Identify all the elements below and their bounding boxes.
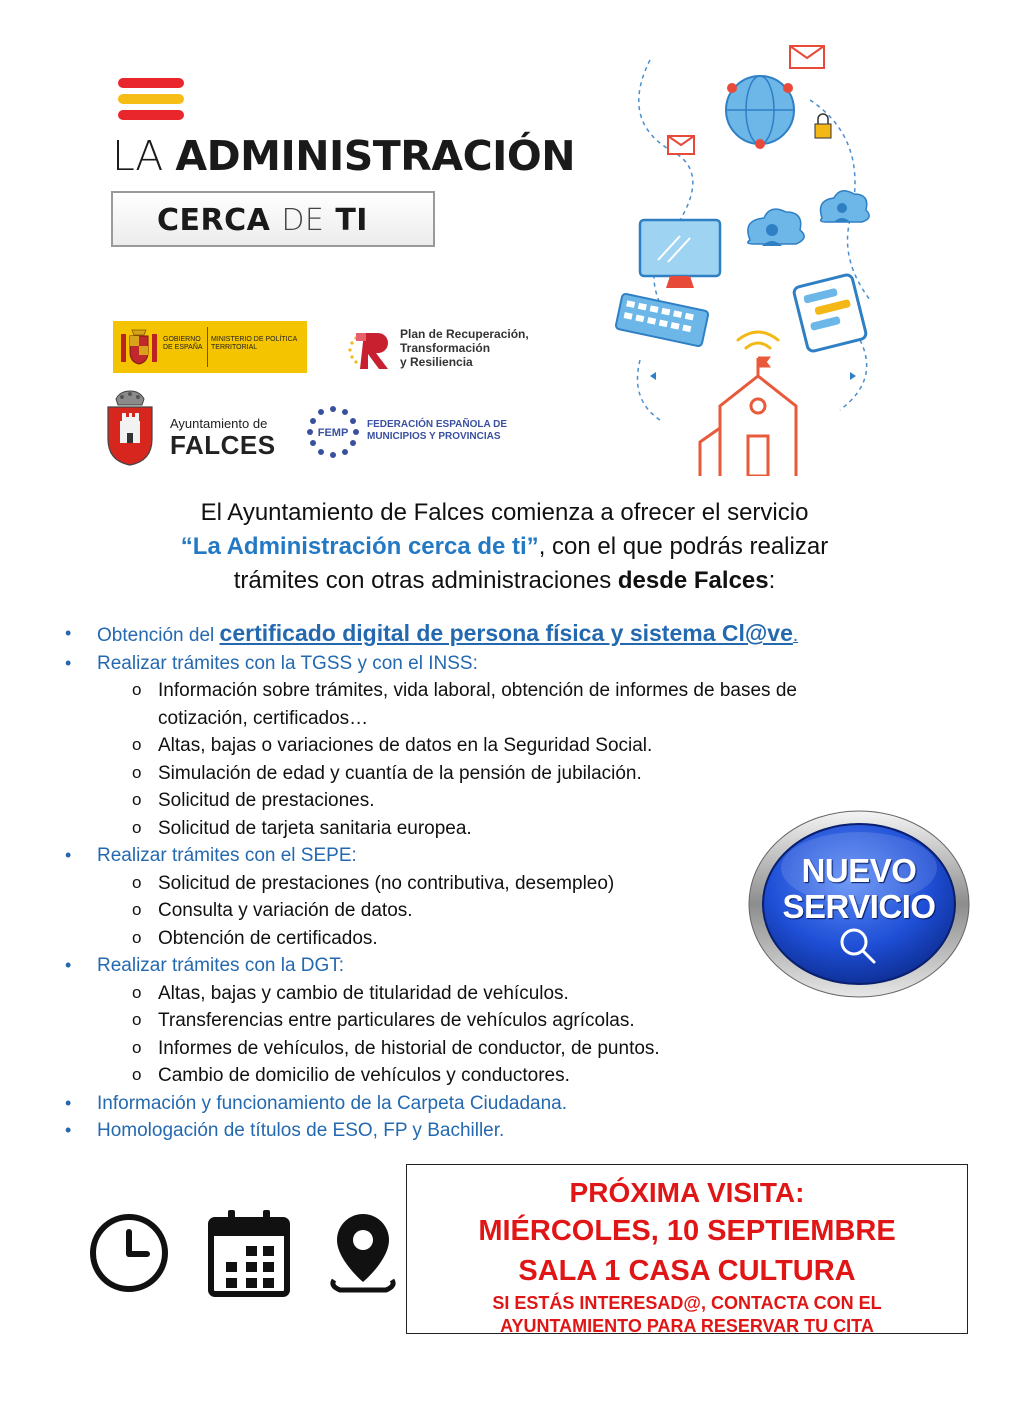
ministerio-label: MINISTERIO DE POLÍTICA TERRITORIAL [211,336,297,351]
town-hall-icon [700,358,796,476]
sub-item-tgss-1: o Información sobre trámites, vida laboral, obtención de informes de bases de cotización, certificados… [60,677,880,732]
gobierno-label: GOBIERNO DE ESPAÑA [163,336,203,351]
campaign-title-part2: ADMINISTRACIÓN [175,132,576,180]
ayuntamiento-label: Ayuntamiento de [170,416,268,431]
cloud-user-icon [748,209,804,246]
femp-text [367,419,507,443]
campaign-subtitle-box [111,191,435,247]
intro-line1: El Ayuntamiento de Falces comienza a ofrecer el servicio [200,499,809,526]
monitor-icon [640,220,720,288]
list-item-dgt: • Realizar trámites con la DGT: [60,952,880,980]
intro-paragraph [0,496,1009,598]
visit-note-line2: AYUNTAMIENTO PARA RESERVAR TU CITA [500,1316,874,1336]
sub-item-tgss-2: o Altas, bajas o variaciones de datos en la Seguridad Social. [60,732,880,760]
sub-item-dgt-4: o Cambio de domicilio de vehículos y conductores. [60,1062,880,1090]
intro-line2 [0,530,1009,564]
lock-icon [815,114,831,138]
flag-stripe-red-top [118,78,184,88]
sub-item-dgt-3: o Informes de vehículos, de historial de conductor, de puntos. [60,1035,880,1063]
visit-note-line1: SI ESTÁS INTERESAD@, CONTACTA CON EL [492,1293,882,1313]
next-visit-box [406,1164,968,1334]
sub-item-tgss-4: o Solicitud de prestaciones. [60,787,880,815]
certificado-suffix: . [792,625,799,646]
list-item-certificado [60,620,880,650]
ayuntamiento-name: FALCES [170,430,276,460]
campaign-title [112,132,575,180]
flag-stripe-yellow [118,94,184,104]
subtitle-de: DE [281,203,325,238]
intro-service-name: “La Administración cerca de ti” [180,533,539,560]
femp-logo [305,404,525,460]
campaign-title-part1: LA [112,132,163,180]
prtr-mark-icon [344,327,394,373]
envelope-icon [790,46,824,68]
globe-network-icon [726,76,794,149]
plan-recuperacion-text [400,327,529,369]
sub-item-tgss-5: o Solicitud de tarjeta sanitaria europea. [60,815,880,843]
location-pin-icon [328,1210,398,1296]
sub-item-sepe-1: o Solicitud de prestaciones (no contributiva, desempleo) [60,870,880,898]
visit-title: PRÓXIMA VISITA: [569,1177,805,1208]
wifi-icon [738,332,778,348]
plan-recuperacion-logo [344,323,554,375]
coat-of-arms-icon [119,326,159,368]
intro-line3-start: trámites con otras administraciones [233,567,618,594]
badge-label-servicio: SERVICIO [782,888,936,925]
sub-item-dgt-1: o Altas, bajas y cambio de titularidad de vehículos. [60,980,880,1008]
certificado-prefix: Obtención del [97,625,220,646]
list-item-sepe: • Realizar trámites con el SEPE: [60,842,880,870]
visit-date: MIÉRCOLES, 10 SEPTIEMBRE [478,1215,896,1247]
certificado-link[interactable]: certificado digital de persona física y sistema Cl@ve [219,620,793,646]
list-item-tgss: • Realizar trámites con la TGSS y con el INSS: [60,650,880,678]
digital-services-illustration [610,40,900,476]
sub-item-sepe-2: o Consulta y variación de datos. [60,897,880,925]
intro-line2-rest: , con el que podrás realizar [538,533,829,560]
cloud-user-icon-2 [821,191,870,222]
sub-item-dgt-2: o Transferencias entre particulares de vehículos agrícolas. [60,1007,880,1035]
femp-line1: FEDERACIÓN ESPAÑOLA DE [367,419,508,430]
gobierno-separator [207,327,208,367]
badge-label-nuevo: NUEVO [801,852,917,889]
sub-item-sepe-3: o Obtención de certificados. [60,925,880,953]
subtitle-cerca: CERCA [157,203,271,238]
visit-place: SALA 1 CASA CULTURA [518,1255,856,1287]
keyboard-icon [615,293,709,347]
envelope-small-icon [668,136,694,154]
tablet-chat-icon [793,274,867,353]
gobierno-espana-logo [113,321,307,373]
clock-icon [88,1212,170,1294]
intro-location: desde Falces [617,567,769,594]
sub-item-tgss-3: o Simulación de edad y cuantía de la pensión de jubilación. [60,760,880,788]
femp-stars-icon [305,404,361,460]
subtitle-ti: TI [335,203,368,238]
femp-line2: MUNICIPIOS Y PROVINCIAS [367,431,501,442]
list-item-carpeta: • Información y funcionamiento de la Carpeta Ciudadana. [60,1090,880,1118]
calendar-icon [206,1206,292,1298]
list-item-homologacion: • Homologación de títulos de ESO, FP y Bachiller. [60,1117,880,1145]
femp-acronym: FEMP [317,427,349,439]
plan-line3: y Resiliencia [400,355,473,369]
falces-shield-icon [104,389,156,467]
intro-line3-end: : [768,567,776,594]
flag-stripe-red-bottom [118,110,184,120]
plan-line2: Transformación [400,341,491,355]
plan-line1: Plan de Recuperación, [400,327,529,341]
intro-line3 [0,564,1009,598]
campaign-subtitle [157,203,368,238]
